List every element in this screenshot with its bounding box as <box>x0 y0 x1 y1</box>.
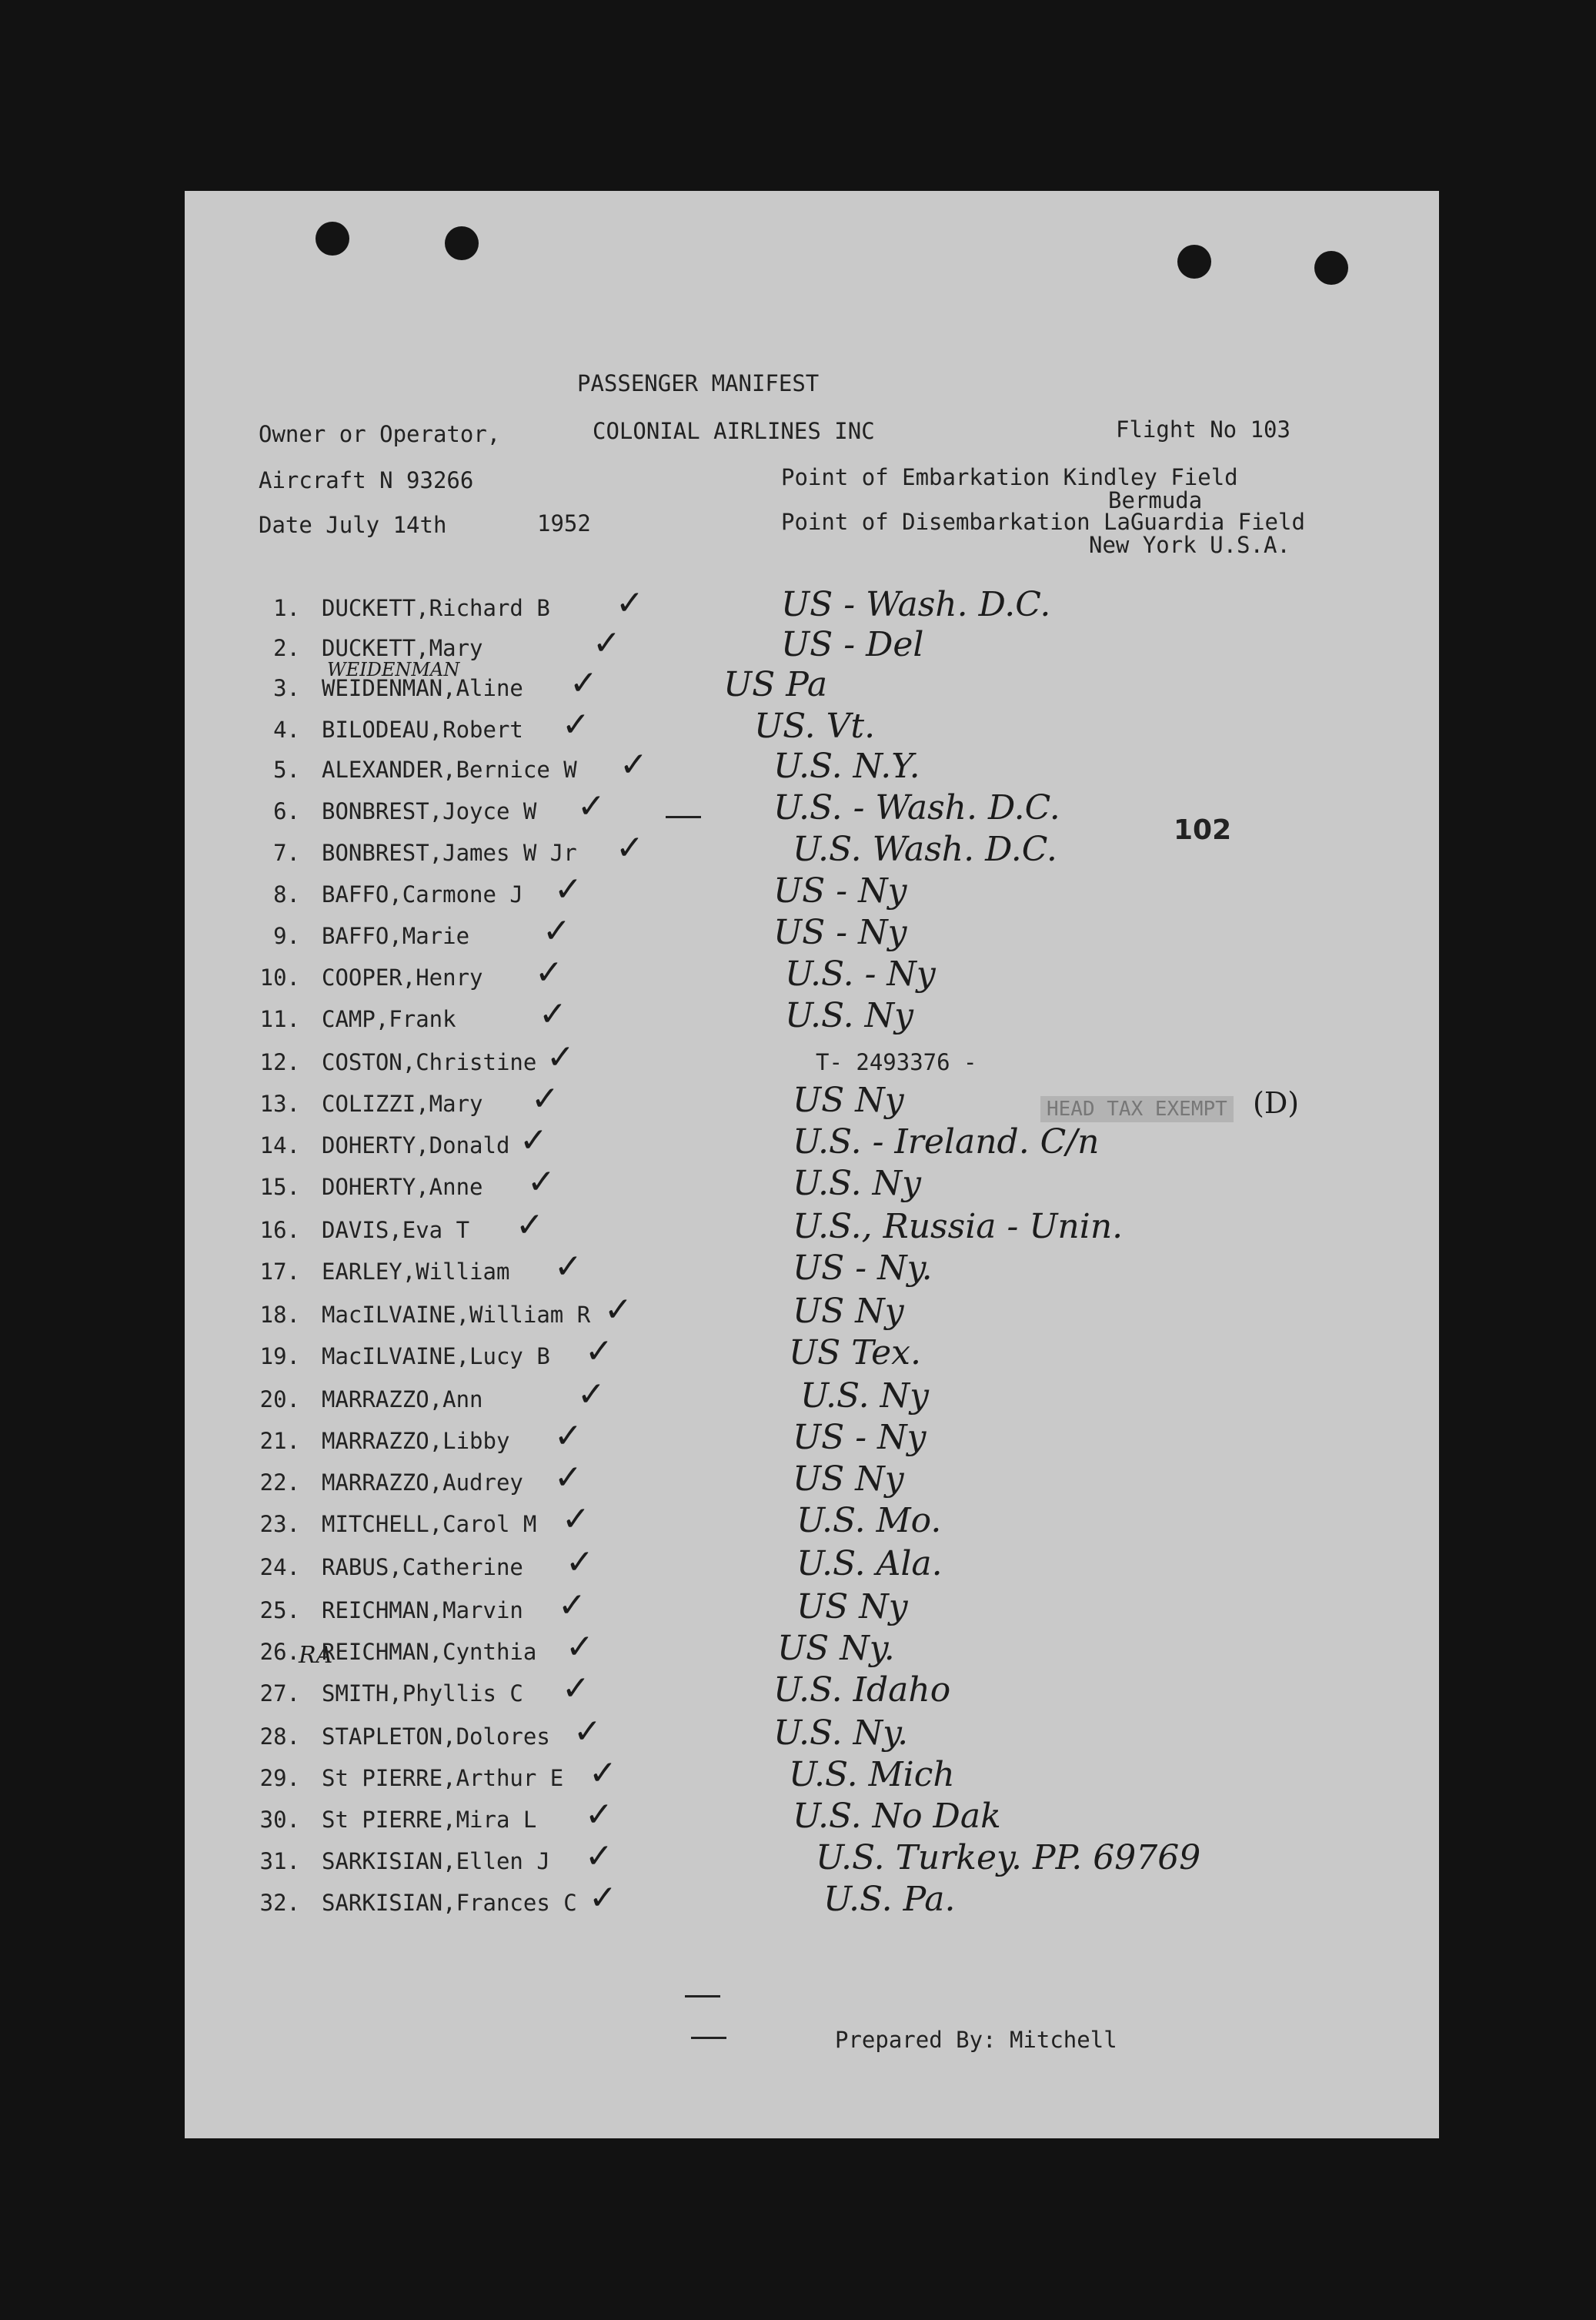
passenger-number: 31. <box>259 1848 300 1874</box>
citizenship-note: U.S. Ny. <box>773 1713 909 1753</box>
passenger-name: MARRAZZO,Audrey <box>322 1469 523 1496</box>
prepared-by: Prepared By: Mitchell <box>835 2027 1117 2053</box>
passenger-name: COOPER,Henry <box>322 964 483 991</box>
citizenship-note: U.S. Ny <box>800 1376 929 1416</box>
passenger-number: 7. <box>273 840 300 866</box>
passenger-name: EARLEY,William <box>322 1259 510 1285</box>
citizenship-note: U.S., Russia - Unin. <box>793 1207 1124 1246</box>
passenger-name: ALEXANDER,Bernice W <box>322 757 577 783</box>
passenger-name: WEIDENMAN,Aline <box>322 675 523 701</box>
citizenship-note: US Ny. <box>777 1629 895 1668</box>
check-mark-icon: ✓ <box>569 664 598 703</box>
passenger-name: COSTON,Christine <box>322 1049 537 1075</box>
passenger-number: 26. <box>259 1639 300 1665</box>
passenger-number: 12. <box>259 1049 300 1075</box>
passenger-name: SARKISIAN,Frances C <box>322 1890 577 1916</box>
check-mark-icon: ✓ <box>558 1586 586 1625</box>
citizenship-note: U.S. - Ny <box>785 954 936 994</box>
passenger-name: BONBREST,Joyce W <box>322 798 537 824</box>
citizenship-note: US - Ny <box>773 871 907 911</box>
passenger-name: MITCHELL,Carol M <box>322 1511 537 1537</box>
passenger-name: MARRAZZO,Libby <box>322 1428 510 1454</box>
citizenship-note: U.S. No Dak <box>793 1797 1001 1836</box>
passenger-name: SARKISIAN,Ellen J <box>322 1848 550 1874</box>
citizenship-note: U.S. Idaho <box>773 1670 951 1710</box>
flight-year: 1952 <box>537 510 591 537</box>
passenger-name: BAFFO,Marie <box>322 923 470 949</box>
passenger-number: 19. <box>259 1343 300 1369</box>
passenger-number: 11. <box>259 1006 300 1032</box>
passenger-number: 30. <box>259 1807 300 1833</box>
passenger-number: 17. <box>259 1259 300 1285</box>
citizenship-note: US - Ny <box>773 913 907 952</box>
manifest-page <box>185 191 1439 2138</box>
passenger-name: DOHERTY,Anne <box>322 1174 483 1200</box>
side-number: 102 <box>1174 814 1232 846</box>
citizenship-note: U.S. - Wash. D.C. <box>773 788 1060 827</box>
passenger-number: 10. <box>259 964 300 991</box>
punch-hole <box>316 222 349 256</box>
head-tax-stamp: HEAD TAX EXEMPT <box>1040 1096 1234 1122</box>
check-mark-icon: ✓ <box>619 745 648 784</box>
disembarkation-location: New York U.S.A. <box>1089 532 1290 558</box>
check-mark-icon: ✓ <box>554 1458 583 1497</box>
citizenship-note: U.S. N.Y. <box>773 747 920 786</box>
flight-number: Flight No 103 <box>1116 416 1290 443</box>
check-mark-icon: ✓ <box>546 1038 575 1077</box>
citizenship-note: US - Del <box>781 625 924 664</box>
citizenship-note: U.S. Pa. <box>823 1880 956 1919</box>
passenger-number: 16. <box>259 1217 300 1243</box>
name-correction-initials: RA <box>299 1642 333 1669</box>
passenger-number: 6. <box>273 798 300 824</box>
manifest-title: PASSENGER MANIFEST <box>577 370 820 396</box>
check-mark-icon: ✓ <box>616 828 644 867</box>
citizenship-note: US. Vt. <box>754 707 876 746</box>
passenger-name: MacILVAINE,Lucy B <box>322 1343 550 1369</box>
citizenship-note: U.S. Wash. D.C. <box>793 830 1057 869</box>
owner-label: Owner or Operator, <box>259 421 501 447</box>
check-mark-icon: ✓ <box>516 1205 544 1245</box>
flight-date: Date July 14th <box>259 512 447 538</box>
passenger-name: DOHERTY,Donald <box>322 1132 510 1158</box>
passenger-number: 28. <box>259 1723 300 1750</box>
check-mark-icon: ✓ <box>539 995 567 1034</box>
passenger-number: 27. <box>259 1680 300 1707</box>
punch-hole <box>445 226 479 260</box>
check-mark-icon: ✓ <box>577 787 606 826</box>
citizenship-note: US Pa <box>723 665 828 704</box>
check-mark-icon: ✓ <box>585 1332 613 1371</box>
check-mark-icon: ✓ <box>573 1712 602 1751</box>
passenger-name: MARRAZZO,Ann <box>322 1386 483 1412</box>
check-mark-icon: ✓ <box>562 1499 590 1539</box>
citizenship-note: U.S. Ny <box>785 996 913 1035</box>
citizenship-note: U.S. Ny <box>793 1164 921 1203</box>
check-mark-icon: ✓ <box>566 1627 594 1666</box>
check-mark-icon: ✓ <box>589 1753 617 1793</box>
check-mark-icon: ✓ <box>527 1162 556 1202</box>
check-mark-icon: ✓ <box>519 1121 548 1160</box>
passenger-number: 21. <box>259 1428 300 1454</box>
check-mark-icon: ✓ <box>566 1543 594 1582</box>
passenger-name: STAPLETON,Dolores <box>322 1723 550 1750</box>
check-mark-icon: ✓ <box>589 1878 617 1917</box>
stamp-mark: (D) <box>1253 1086 1300 1120</box>
name-correction: WEIDENMAN <box>327 659 460 680</box>
passenger-name: DUCKETT,Richard B <box>322 595 550 621</box>
citizenship-note: U.S. Ala. <box>796 1544 943 1583</box>
passenger-name: DAVIS,Eva T <box>322 1217 470 1243</box>
citizenship-note: U.S. Mo. <box>796 1501 942 1540</box>
passenger-number: 9. <box>273 923 300 949</box>
passenger-number: 24. <box>259 1554 300 1580</box>
passenger-name: RABUS,Catherine <box>322 1554 523 1580</box>
passenger-name: St PIERRE,Mira L <box>322 1807 537 1833</box>
check-mark-icon: ✓ <box>585 1795 613 1834</box>
check-mark-icon: ✓ <box>593 623 621 663</box>
citizenship-note: US - Ny. <box>793 1249 933 1288</box>
passenger-name: COLIZZI,Mary <box>322 1091 483 1117</box>
passenger-name: SMITH,Phyllis C <box>322 1680 523 1707</box>
passenger-number: 14. <box>259 1132 300 1158</box>
passenger-number: 29. <box>259 1765 300 1791</box>
passenger-number: 1. <box>273 595 300 621</box>
citizenship-note: U.S. - Ireland. C/n <box>793 1122 1100 1162</box>
embarkation-location: Bermuda <box>1108 487 1203 513</box>
dash-mark <box>685 1995 720 1997</box>
check-mark-icon: ✓ <box>531 1079 559 1118</box>
citizenship-note: U.S. Turkey. PP. 69769 <box>816 1838 1201 1877</box>
passenger-name: REICHMAN,Marvin <box>322 1597 523 1623</box>
disembarkation-point: Point of Disembarkation LaGuardia Field <box>781 509 1305 535</box>
passenger-number: 32. <box>259 1890 300 1916</box>
passenger-number: 22. <box>259 1469 300 1496</box>
check-mark-icon: ✓ <box>562 1669 590 1708</box>
passenger-number: 15. <box>259 1174 300 1200</box>
check-mark-icon: ✓ <box>554 1416 583 1456</box>
passenger-number: 2. <box>273 635 300 661</box>
check-mark-icon: ✓ <box>616 583 644 623</box>
citizenship-note: US Ny <box>796 1587 908 1626</box>
passenger-number: 3. <box>273 675 300 701</box>
check-mark-icon: ✓ <box>585 1837 613 1876</box>
owner-name: COLONIAL AIRLINES INC <box>593 418 875 444</box>
passenger-number: 8. <box>273 881 300 908</box>
passenger-name: REICHMAN,Cynthia <box>322 1639 537 1665</box>
check-mark-icon: ✓ <box>543 911 571 951</box>
passenger-name: BONBREST,James W Jr <box>322 840 577 866</box>
check-mark-icon: ✓ <box>604 1290 633 1329</box>
citizenship-note: T- 2493376 - <box>816 1049 977 1075</box>
check-mark-icon: ✓ <box>577 1375 606 1414</box>
check-mark-icon: ✓ <box>535 953 563 992</box>
check-mark-icon: ✓ <box>562 705 590 744</box>
citizenship-note: US - Ny <box>793 1418 927 1457</box>
citizenship-note: US Tex. <box>789 1333 921 1372</box>
citizenship-note: US Ny <box>793 1292 904 1331</box>
dash-mark <box>691 2037 726 2039</box>
embarkation-point: Point of Embarkation Kindley Field <box>781 464 1238 490</box>
punch-hole <box>1177 245 1211 279</box>
citizenship-note: US - Wash. D.C. <box>781 585 1051 624</box>
passenger-number: 4. <box>273 717 300 743</box>
aircraft-number: Aircraft N 93266 <box>259 467 474 493</box>
citizenship-note: U.S. Mich <box>789 1755 955 1794</box>
passenger-name: DUCKETT,Mary <box>322 635 483 661</box>
passenger-name: St PIERRE,Arthur E <box>322 1765 564 1791</box>
passenger-name: CAMP,Frank <box>322 1006 456 1032</box>
passenger-number: 25. <box>259 1597 300 1623</box>
check-mark-icon: ✓ <box>554 1247 583 1286</box>
citizenship-note: US Ny <box>793 1081 904 1120</box>
dash-mark <box>666 816 701 818</box>
passenger-number: 13. <box>259 1091 300 1117</box>
passenger-number: 18. <box>259 1302 300 1328</box>
passenger-name: MacILVAINE,William R <box>322 1302 591 1328</box>
passenger-number: 5. <box>273 757 300 783</box>
passenger-name: BILODEAU,Robert <box>322 717 523 743</box>
citizenship-note: US Ny <box>793 1459 904 1499</box>
passenger-number: 20. <box>259 1386 300 1412</box>
passenger-number: 23. <box>259 1511 300 1537</box>
passenger-name: BAFFO,Carmone J <box>322 881 523 908</box>
check-mark-icon: ✓ <box>554 870 583 909</box>
punch-hole <box>1314 251 1348 285</box>
